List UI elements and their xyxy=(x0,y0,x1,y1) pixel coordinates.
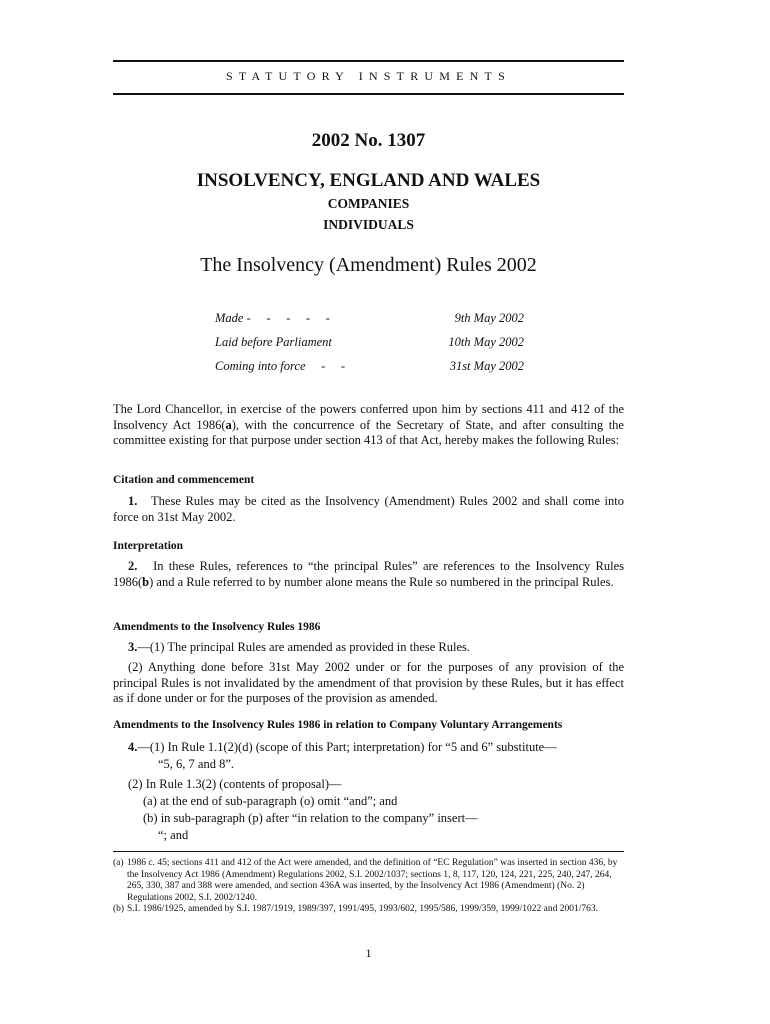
rule-text: These Rules may be cited as the Insolvency (Amendment) Rules 2002 and shall come into force on 31st May 2002. xyxy=(113,494,624,524)
rule-text: In these Rules, references to “the principal Rules” are references to the Insolvency Rules 1986( xyxy=(113,559,625,589)
date-value: 31st May 2002 xyxy=(449,359,524,373)
document-title: The Insolvency (Amendment) Rules 2002 xyxy=(200,254,537,276)
page-number: 1 xyxy=(365,946,372,960)
rule-4-2-b-quote: “; and xyxy=(158,828,189,842)
rule-3-2-text: (2) Anything done before 31st May 2002 under or for the purposes of any provision of the principal Rules is not invalidated by the amendment of that provision by these Rules, but it has effect as if done under or for the purposes of the provision as amended. xyxy=(113,660,624,705)
rule-4-2-b: (b) in sub-paragraph (p) after “in relation to the company” insert— xyxy=(143,811,478,825)
footnote-b xyxy=(113,904,624,916)
preamble-text-cont: ), with the concurrence of the Secretary of State, and after consulting the committee existing for that purpose under section 413 of that Act, hereby makes the following Rules: xyxy=(113,417,624,447)
date-value: 9th May 2002 xyxy=(454,311,524,325)
footnote-rule xyxy=(113,851,624,852)
footnote-text: S.I. 1986/1925, amended by S.I. 1987/1919, 1989/397, 1991/495, 1993/602, 1995/586, 1999/359, 1999/1022 and 2001/763. xyxy=(127,904,599,914)
series-heading: STATUTORY INSTRUMENTS xyxy=(226,69,511,83)
heading-interpretation: Interpretation xyxy=(113,540,184,552)
subsubject-individuals: INDIVIDUALS xyxy=(323,217,414,232)
si-number: 2002 No. 1307 xyxy=(311,130,426,151)
date-label: Made - - - - - xyxy=(215,311,330,325)
preamble-text: The Lord Chancellor, in exercise of the powers conferred upon him by sections 411 and 412 of the Insolvency Act 1986( xyxy=(113,402,624,432)
footnote-a xyxy=(113,858,624,904)
footnote-ref-a: a xyxy=(225,417,232,432)
rule-4-1-quote: “5, 6, 7 and 8”. xyxy=(158,757,235,771)
rule-4-1-text xyxy=(113,740,624,756)
rule-text-cont: ) and a Rule referred to by number alone means the Rule so numbered in the principal Rules. xyxy=(149,574,614,589)
rule-number: 2. xyxy=(128,559,138,573)
footnote-ref-b: b xyxy=(142,574,150,589)
rule-text: —(1) The principal Rules are amended as provided in these Rules. xyxy=(137,640,471,654)
rule-4-2-text: (2) In Rule 1.3(2) (contents of proposal)— xyxy=(128,777,342,791)
rule-number: 1. xyxy=(128,494,138,508)
rule-4-2-a: (a) at the end of sub-paragraph (o) omit “and”; and xyxy=(143,794,398,808)
rule-2-text xyxy=(113,559,624,590)
rule-number: 3. xyxy=(128,640,138,654)
top-rule xyxy=(113,60,624,62)
footnote-text: 1986 c. 45; sections 411 and 412 of the Act were amended, and the definition of “EC Regulation” was inserted in section 436, by the Insolvency Act 1986 (Amendment) Regulations 2002, S.I. 2002/1037; sections 1, 8, 117, 120, 124, 221, 225, 240, 247, 264, 265, 330, 387 and 388 were amended, and section 436A was inserted, by the Insolvency Act 1986 (Amendment) (No. 2) Regulations 2002, S.I. 2002/1240. xyxy=(127,858,618,903)
footnotes xyxy=(113,858,624,916)
rule-number: 4. xyxy=(128,740,138,754)
date-row-laid xyxy=(215,330,524,354)
heading-amendments: Amendments to the Insolvency Rules 1986 xyxy=(113,621,321,633)
date-label: Coming into force - - xyxy=(215,359,346,373)
heading-citation: Citation and commencement xyxy=(113,474,255,486)
date-label: Laid before Parliament xyxy=(215,335,332,349)
date-row-force xyxy=(215,354,524,378)
subject-heading: INSOLVENCY, ENGLAND AND WALES xyxy=(196,170,541,191)
date-value: 10th May 2002 xyxy=(448,335,524,349)
date-row-made xyxy=(215,306,524,330)
footnote-mark: (a) xyxy=(113,858,124,868)
footnote-mark: (b) xyxy=(113,904,125,914)
top-rule-lower xyxy=(113,93,624,95)
rule-1-text xyxy=(113,494,624,525)
heading-cva: Amendments to the Insolvency Rules 1986 in relation to Company Voluntary Arrangements xyxy=(113,719,563,731)
rule-3-1-text xyxy=(113,640,624,656)
dates-table xyxy=(215,306,524,378)
rule-text: —(1) In Rule 1.1(2)(d) (scope of this Part; interpretation) for “5 and 6” substitute— xyxy=(137,740,557,754)
subsubject-companies: COMPANIES xyxy=(327,196,410,211)
preamble xyxy=(113,402,624,449)
